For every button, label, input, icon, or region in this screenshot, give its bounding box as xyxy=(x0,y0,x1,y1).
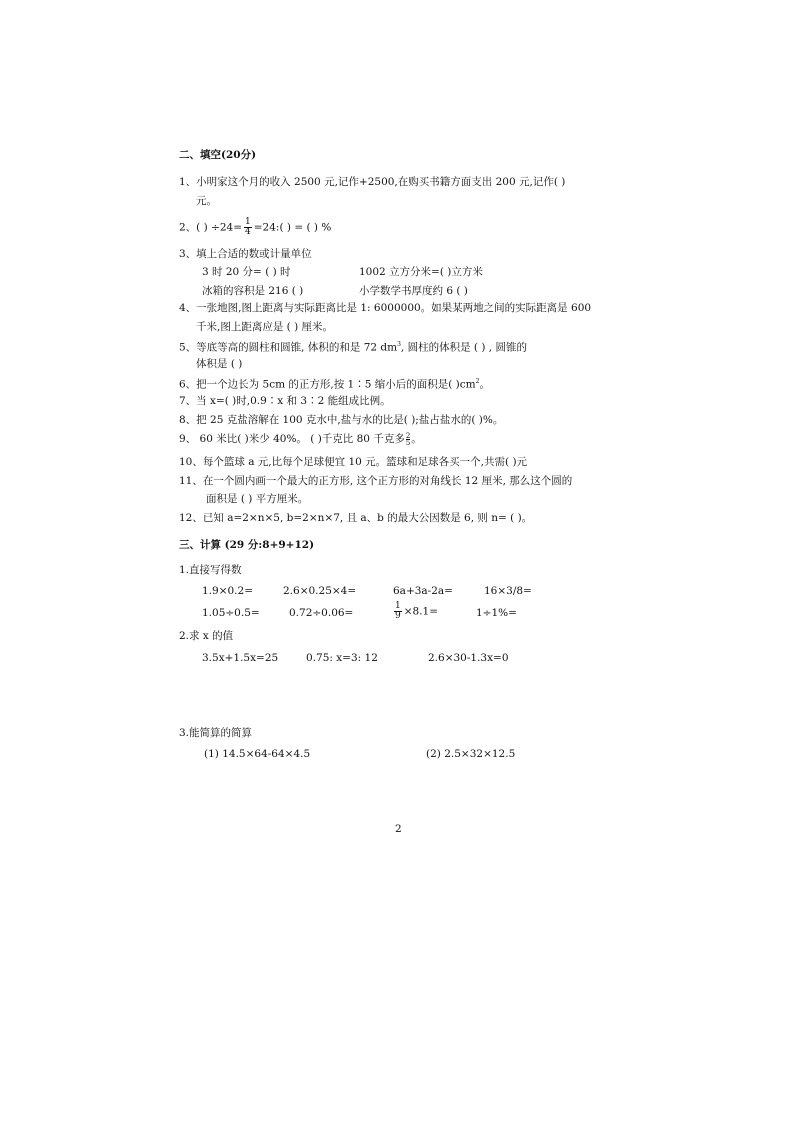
part1-fraction-post: ×8.1= xyxy=(403,605,439,618)
part2-title: 2.求 x 的值 xyxy=(179,630,234,642)
part1-row2-item: 1.05÷0.5= xyxy=(202,607,260,619)
question-5-exponent: 3 xyxy=(397,341,401,348)
question-5-post: , 圆柱的体积是 ( ) , 圆锥的 xyxy=(400,341,527,354)
part2-equation: 2.6×30-1.3x=0 xyxy=(428,652,509,664)
fraction-denominator: 5 xyxy=(405,438,411,447)
part1-row1-item: 1.9×0.2= xyxy=(202,585,253,597)
question-10: 10、每个篮球 a 元,比每个足球便宜 10 元。篮球和足球各买一个,共需( )元 xyxy=(179,456,528,468)
question-5-pre: 5、等底等高的圆柱和圆锥, 体积的和是 72 dm xyxy=(179,341,398,354)
question-9-fraction xyxy=(406,433,410,446)
section2-title: 二、填空(20分) xyxy=(179,149,257,161)
question-6-post: 。 xyxy=(479,378,490,391)
part2-equation: 3.5x+1.5x=25 xyxy=(202,652,279,664)
question-1-line2: 元。 xyxy=(196,195,217,207)
part1-title: 1.直接写得数 xyxy=(179,564,242,576)
question-3-item-c: 冰箱的容积是 216 ( ) xyxy=(202,285,304,297)
part3-expression: (1) 14.5×64-64×4.5 xyxy=(204,748,311,760)
part3-title: 3.能简算的简算 xyxy=(179,727,253,739)
part1-row1-item: 2.6×0.25×4= xyxy=(283,585,357,597)
question-6-pre: 6、把一个边长为 5cm 的正方形,按 1∶5 缩小后的面积是( )cm xyxy=(179,378,476,391)
question-4-line1: 4、一张地图,图上距离与实际距离比是 1: 6000000。如果某两地之间的实际距离是 600 xyxy=(179,302,592,314)
question-1-line1: 1、小明家这个月的收入 2500 元,记作+2500,在购买书籍方面支出 200 元,记作( ) xyxy=(179,176,566,188)
fraction-denominator: 9 xyxy=(395,611,401,621)
question-3-title: 3、填上合适的数或计量单位 xyxy=(179,248,312,260)
fraction-denominator: 4 xyxy=(245,227,251,237)
fraction-numerator: 1 xyxy=(395,601,401,611)
question-3-item-d: 小学数学书厚度约 6 ( ) xyxy=(359,285,468,297)
fraction-numerator: 2 xyxy=(405,431,411,440)
question-6 xyxy=(179,375,490,392)
question-2 xyxy=(179,218,331,237)
part1-fraction xyxy=(394,602,402,621)
question-12: 12、已知 a=2×n×5, b=2×n×7, 且 a、b 的最大公因数是 6, 则 n= ( )。 xyxy=(179,512,533,524)
part1-row2-item xyxy=(392,602,438,621)
question-3-item-a: 3 时 20 分= ( ) 时 xyxy=(202,266,291,278)
question-11-line1: 11、在一个圆内画一个最大的正方形, 这个正方形的对角线长 12 厘米, 那么这个圆的 xyxy=(179,475,573,487)
question-6-exponent: 2 xyxy=(475,378,480,385)
part3-expression: (2) 2.5×32×12.5 xyxy=(426,748,516,760)
question-5-line2: 体积是 ( ) xyxy=(196,358,243,370)
part1-row1-item: 6a+3a-2a= xyxy=(393,585,453,597)
question-2-fraction xyxy=(244,218,252,237)
question-9-pre: 9、 60 米比( )米少 40%。 ( )千克比 80 千克多 xyxy=(179,433,405,445)
page-number: 2 xyxy=(395,823,402,835)
question-9 xyxy=(179,432,422,446)
part2-equation: 0.75: x=3: 12 xyxy=(306,652,378,664)
question-4-line2: 千米,图上距离应是 ( ) 厘米。 xyxy=(196,321,334,333)
part1-row2-item: 0.72÷0.06= xyxy=(289,607,354,619)
question-8: 8、把 25 克盐溶解在 100 克水中,盐与水的比是( );盐占盐水的( )%。 xyxy=(179,414,504,426)
fraction-numerator: 1 xyxy=(245,217,251,227)
question-2-post: =24:( ) = ( ) % xyxy=(253,221,332,234)
part1-row2-item: 1÷1%= xyxy=(476,607,517,619)
question-9-post: 。 xyxy=(411,433,422,445)
question-5-line1 xyxy=(179,338,527,355)
part1-row1-item: 16×3/8= xyxy=(484,585,532,597)
question-3-item-b: 1002 立方分米=( )立方米 xyxy=(359,266,483,278)
question-7: 7、当 x=( )时,0.9∶x 和 3∶2 能组成比例。 xyxy=(179,395,391,407)
question-2-pre: 2、( ) ÷24= xyxy=(179,221,243,234)
question-11-line2: 面积是 ( ) 平方厘米。 xyxy=(206,493,309,505)
section3-title: 三、计算 (29 分:8+9+12) xyxy=(179,539,315,551)
